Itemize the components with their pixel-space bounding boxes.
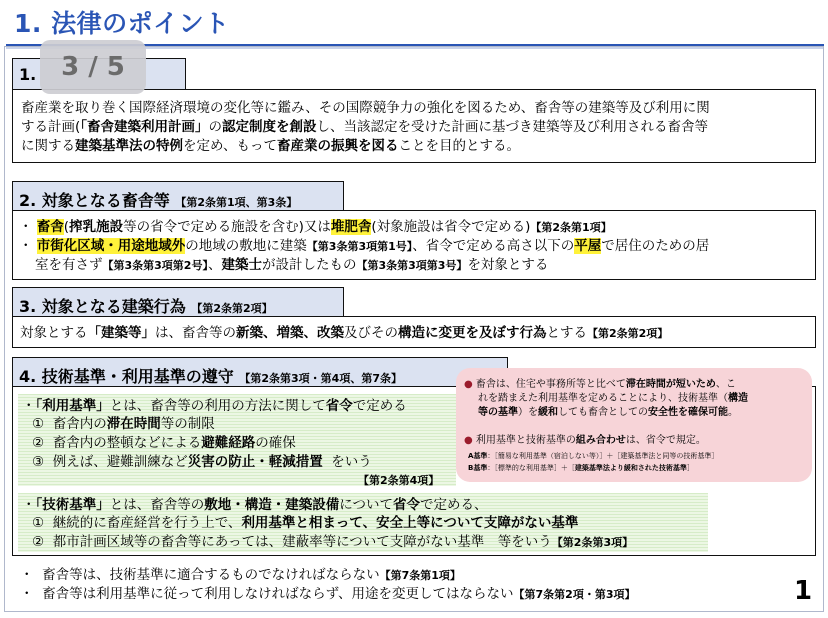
page-title: 1. 法律のポイント (14, 9, 230, 38)
section-2-title: 2. 対象となる畜舎等 (19, 191, 170, 210)
section-2-line-2: ・ 市街化区域・用途地域外の地域の敷地に建築【第3条第3項第1号】、省令で定める高さ以下の平屋で居住のための居 (19, 238, 710, 254)
footer-line-1: ・ 畜舎等は、技術基準に適合するものでなければならない【第7条第1項】 (20, 567, 461, 583)
section-3-title: 3. 対象となる建築行為 (19, 297, 186, 316)
tech-standard-intro: ・「技術基準」とは、畜舎等の敷地・構造・建築設備について省令で定める、 (22, 497, 488, 513)
note-line-4: ● 利用基準と技術基準の組み合わせは、省令で規定。 (464, 435, 706, 446)
section-1-line-1: 畜産業を取り巻く国際経済環境の変化等に鑑み、その国際競争力の強化を図るため、畜舎等の建築等及び利用に関 (21, 100, 710, 116)
section-2-box (12, 210, 816, 280)
section-3-header (12, 287, 344, 317)
section-4-header (12, 357, 508, 387)
section-1-line-3: に関する建築基準法の特例を定め、もって畜産業の振興を図ることを目的とする。 (21, 138, 520, 154)
section-2-line-1: ・ 畜舎(搾乳施設等の省令で定める施設を含む)又は堆肥舎(対象施設は省令で定める)【第2条第1項】 (19, 219, 612, 235)
use-standard-item-3: ③ 例えば、避難訓練など災害の防止・軽減措置 をいう (32, 454, 372, 470)
footer-line-2: ・ 畜舎等は利用基準に従って利用しなければならず、用途を変更してはならない【第7条第2項・第3項】 (20, 586, 636, 602)
section-1-line-2: する計画(「畜舎建築利用計画」の認定制度を創設し、当該認定を受けた計画に基づき建築等及び利用される畜舎等 (21, 119, 709, 135)
note-line-2: れを踏まえた利用基準を定めることにより、技術基準（構造 (478, 393, 748, 404)
section-2-header (12, 181, 344, 211)
section-3-box (12, 316, 816, 348)
section-2-line-3: 室を有さず【第3条第3項第2号】、建築士が設計したもの【第3条第3項第3号】を対象とする (35, 257, 549, 273)
tech-standard-block (18, 493, 708, 552)
use-standard-block (18, 394, 456, 486)
note-standard-a: A基準：［簡易な利用基準（宿泊しない等）］＋［建築基準法と同等の技術基準］ (468, 452, 719, 460)
section-3-line: 対象とする「建築等」は、畜舎等の新築、増築、改築及びその構造に変更を及ぼす行為とする【第2条第2項】 (20, 325, 669, 341)
use-standard-item-1: ① 畜舎内の滞在時間等の制限 (32, 416, 215, 432)
page-indicator: 3 / 5 (40, 40, 146, 94)
section-4-ref: 【第2条第3項・第4項、第7条】 (239, 372, 402, 385)
section-4-title: 4. 技術基準・利用基準の遵守 (19, 367, 234, 386)
use-standard-item-2: ② 畜舎内の整頓などによる避難経路の確保 (32, 435, 296, 451)
section-1-box (12, 89, 816, 163)
section-1-title: 1. (19, 65, 37, 84)
note-standard-b: B基準：［標準的な利用基準］＋［建築基準法より緩和された技術基準］ (468, 464, 694, 472)
note-bubble (456, 368, 812, 482)
page-number: 1 (794, 576, 813, 606)
tech-standard-item-2: ② 都市計画区域等の畜舎等にあっては、建蔽率等について支障がない基準 等をいう【第2条第3項】 (32, 534, 634, 550)
note-line-3: 等の基準）を緩和しても畜舎としての安全性を確保可能。 (478, 407, 738, 418)
section-3-ref: 【第2条第2項】 (191, 302, 273, 315)
section-2-ref: 【第2条第1項、第3条】 (175, 196, 298, 209)
use-standard-ref: 【第2条第4項】 (358, 474, 440, 487)
note-line-1: ● 畜舎は、住宅や事務所等と比べて滞在時間が短いため、こ (464, 379, 736, 390)
use-standard-intro: ・「利用基準」とは、畜舎等の利用の方法に関して省令で定める (22, 398, 407, 414)
tech-standard-item-1: ① 継続的に畜産経営を行う上で、利用基準と相まって、安全上等について支障がない基準 (32, 515, 579, 531)
